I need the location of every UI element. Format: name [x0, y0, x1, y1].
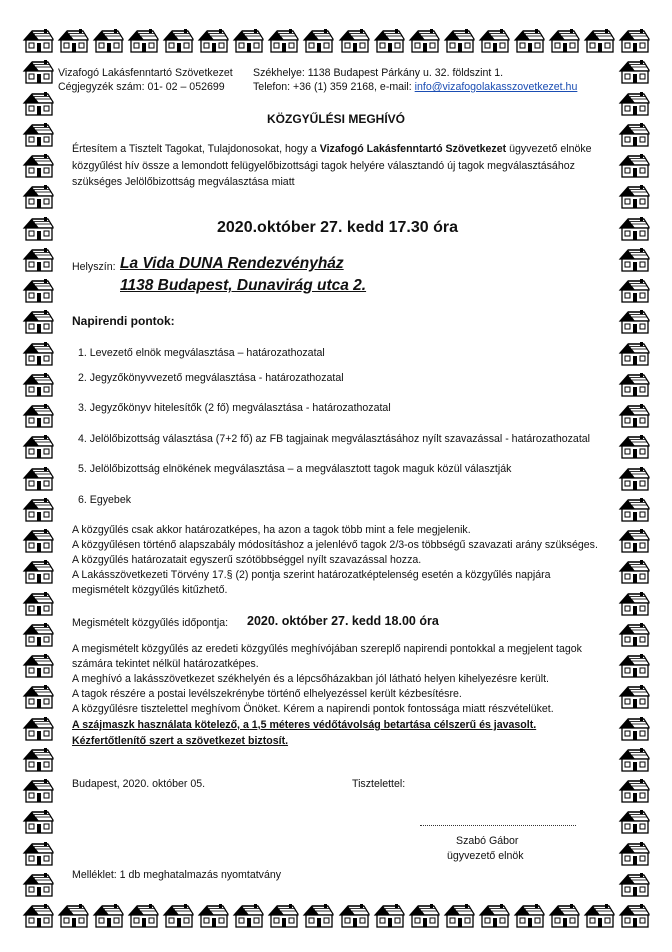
- house-icon: [338, 28, 370, 54]
- org-name: Vizafogó Lakásfenntartó Szövetkezet: [58, 67, 233, 79]
- house-icon: [22, 841, 54, 867]
- house-icon: [618, 903, 650, 929]
- house-icon: [22, 903, 54, 929]
- house-icon: [618, 216, 650, 242]
- house-icon: [22, 591, 54, 617]
- house-icon: [618, 278, 650, 304]
- house-icon: [548, 28, 580, 54]
- house-icon: [443, 903, 475, 929]
- house-icon: [22, 747, 54, 773]
- house-icon: [22, 309, 54, 335]
- house-icon: [618, 528, 650, 554]
- quorum-line: A Lakásszövetkezeti Törvény 17.§ (2) pontja szerint határozatképtelenség esetén a közgyűlés napjára: [72, 569, 551, 581]
- house-icon: [22, 153, 54, 179]
- place-date: Budapest, 2020. október 05.: [72, 778, 206, 790]
- intro-suffix: ügyvezető elnöke: [506, 143, 592, 155]
- repeat-line: A tagok részére a postai levélszekrénybe történő elhelyezéssel került kézbesítésre.: [72, 688, 462, 700]
- house-icon: [22, 341, 54, 367]
- intro-line-1: [72, 143, 592, 156]
- agenda-item: 1. Levezető elnök megválasztása – határozathozatal: [78, 347, 325, 359]
- house-icon: [92, 903, 124, 929]
- house-icon: [618, 559, 650, 585]
- repeat-line: A közgyűlésre tisztelettel meghívom Önöket. Kérem a napirendi pontok fontossága miatt részvételüket.: [72, 703, 554, 715]
- house-icon: [22, 28, 54, 54]
- mask-notice: A szájmaszk használata kötelező, a 1,5 méteres védőtávolság betartása célszerű és javasolt.: [72, 719, 537, 731]
- house-icon: [478, 28, 510, 54]
- house-icon: [618, 403, 650, 429]
- house-icon: [22, 403, 54, 429]
- house-icon: [618, 872, 650, 898]
- house-icon: [22, 372, 54, 398]
- house-icon: [618, 309, 650, 335]
- agenda-heading: Napirendi pontok:: [72, 314, 175, 328]
- house-icon: [373, 28, 405, 54]
- venue-label: Helyszín:: [72, 261, 116, 273]
- house-icon: [57, 903, 89, 929]
- house-icon: [618, 28, 650, 54]
- repeat-line: A meghívó a lakásszövetkezet székhelyén és a lépcsőházakban jól látható helyen kihelyezésre került.: [72, 673, 549, 685]
- house-icon: [618, 778, 650, 804]
- email-link[interactable]: info@vizafogolakasszovetkezet.hu: [414, 81, 578, 93]
- agenda-item: 6. Egyebek: [78, 494, 132, 506]
- repeat-line: számára tekintet nélkül határozatképes.: [72, 658, 259, 670]
- venue-name: La Vida DUNA Rendezvényház: [120, 255, 344, 272]
- house-icon: [22, 247, 54, 273]
- signer-title: ügyvezető elnök: [447, 850, 524, 862]
- signer-name: Szabó Gábor: [456, 835, 519, 847]
- house-icon: [22, 278, 54, 304]
- meeting-datetime: 2020.október 27. kedd 17.30 óra: [217, 219, 459, 236]
- house-icon: [22, 528, 54, 554]
- house-icon: [618, 247, 650, 273]
- house-icon: [22, 778, 54, 804]
- contact-line: [253, 81, 577, 94]
- regards: Tisztelettel:: [352, 778, 406, 790]
- intro-org-name: Vizafogó Lakásfenntartó Szövetkezet: [319, 143, 507, 155]
- house-icon: [513, 28, 545, 54]
- house-icon: [618, 372, 650, 398]
- attachment-note: Melléklet: 1 db meghatalmazás nyomtatvány: [72, 869, 282, 881]
- house-icon: [92, 28, 124, 54]
- house-icon: [162, 903, 194, 929]
- house-icon: [408, 28, 440, 54]
- house-icon: [618, 184, 650, 210]
- intro-line-2: közgyűlést hív össze a lemondott felügyelőbizottsági tagok helyére választandó új tagok megválasztásához: [72, 160, 575, 172]
- quorum-line: A közgyűlésen történő alapszabály módosításhoz a jelenlévő tagok 2/3-os többségű szavazati arány szükséges.: [72, 539, 598, 551]
- house-icon: [22, 684, 54, 710]
- house-icon: [618, 653, 650, 679]
- house-icon: [232, 28, 264, 54]
- house-icon: [162, 28, 194, 54]
- house-icon: [22, 216, 54, 242]
- house-icon: [267, 28, 299, 54]
- house-icon: [408, 903, 440, 929]
- house-icon: [618, 497, 650, 523]
- house-icon: [22, 434, 54, 460]
- quorum-line: A közgyűlés határozatait egyszerű szótöbbséggel nyílt szavazással hozza.: [72, 554, 422, 566]
- quorum-line: A közgyűlés csak akkor határozatképes, ha azon a tagok több mint a fele megjelenik.: [72, 524, 471, 536]
- house-icon: [583, 28, 615, 54]
- house-icon: [618, 434, 650, 460]
- house-icon: [618, 153, 650, 179]
- house-icon: [22, 809, 54, 835]
- house-icon: [232, 903, 264, 929]
- house-icon: [22, 59, 54, 85]
- agenda-item: 3. Jegyzőkönyv hitelesítők (2 fő) megválasztása - határozathozatal: [78, 402, 391, 414]
- house-icon: [338, 903, 370, 929]
- page-title: KÖZGYŰLÉSI MEGHÍVÓ: [266, 112, 405, 126]
- agenda-item: 2. Jegyzőkönyvvezető megválasztása - határozathozatal: [78, 372, 344, 384]
- house-icon: [22, 497, 54, 523]
- repeat-meeting-datetime: 2020. október 27. kedd 18.00 óra: [247, 614, 439, 628]
- house-icon: [22, 559, 54, 585]
- house-icon: [197, 903, 229, 929]
- house-icon: [22, 466, 54, 492]
- house-icon: [57, 28, 89, 54]
- house-icon: [618, 466, 650, 492]
- agenda-item: 4. Jelölőbizottság választása (7+2 fő) az FB tagjainak megválasztásához nyílt szavazással - határozathozatal: [78, 433, 591, 445]
- registration-number: Cégjegyzék szám: 01- 02 – 052699: [58, 81, 225, 93]
- house-icon: [22, 716, 54, 742]
- house-icon: [302, 28, 334, 54]
- sanitizer-notice: Kézfertőtlenítő szert a szövetkezet biztosít.: [72, 735, 289, 747]
- house-icon: [618, 841, 650, 867]
- house-icon: [127, 903, 159, 929]
- house-icon: [197, 28, 229, 54]
- intro-prefix: Értesítem a Tisztelt Tagokat, Tulajdonosokat, hogy a: [72, 143, 320, 155]
- house-icon: [373, 903, 405, 929]
- house-icon: [618, 747, 650, 773]
- house-icon: [618, 622, 650, 648]
- house-icon: [618, 591, 650, 617]
- house-icon: [583, 903, 615, 929]
- quorum-line: megismételt közgyűlés kitűzhető.: [72, 584, 228, 596]
- repeat-meeting-label: Megismételt közgyűlés időpontja:: [72, 617, 229, 629]
- house-icon: [618, 716, 650, 742]
- house-icon: [22, 622, 54, 648]
- agenda-item: 5. Jelölőbizottság elnökének megválasztása – a megválasztott tagok maguk közül választják: [78, 463, 512, 475]
- house-icon: [443, 28, 475, 54]
- house-icon: [22, 184, 54, 210]
- house-icon: [548, 903, 580, 929]
- house-icon: [618, 809, 650, 835]
- phone-label: Telefon: +36 (1) 359 2168, e-mail:: [253, 81, 415, 93]
- intro-line-3: szükséges Jelölőbizottság megválasztása miatt: [72, 176, 295, 188]
- house-icon: [618, 341, 650, 367]
- org-seat: Székhelye: 1138 Budapest Párkány u. 32. földszint 1.: [253, 67, 504, 79]
- house-icon: [302, 903, 334, 929]
- venue-address: 1138 Budapest, Dunavirág utca 2.: [120, 277, 367, 294]
- house-icon: [267, 903, 299, 929]
- signature-line: [420, 825, 576, 826]
- repeat-line: A megismételt közgyűlés az eredeti közgyűlés meghívójában szereplő napirendi pontokkal a megjelent tagok: [72, 643, 582, 655]
- house-icon: [513, 903, 545, 929]
- house-icon: [618, 684, 650, 710]
- house-icon: [618, 59, 650, 85]
- house-icon: [22, 872, 54, 898]
- house-icon: [478, 903, 510, 929]
- house-icon: [22, 653, 54, 679]
- house-icon: [127, 28, 159, 54]
